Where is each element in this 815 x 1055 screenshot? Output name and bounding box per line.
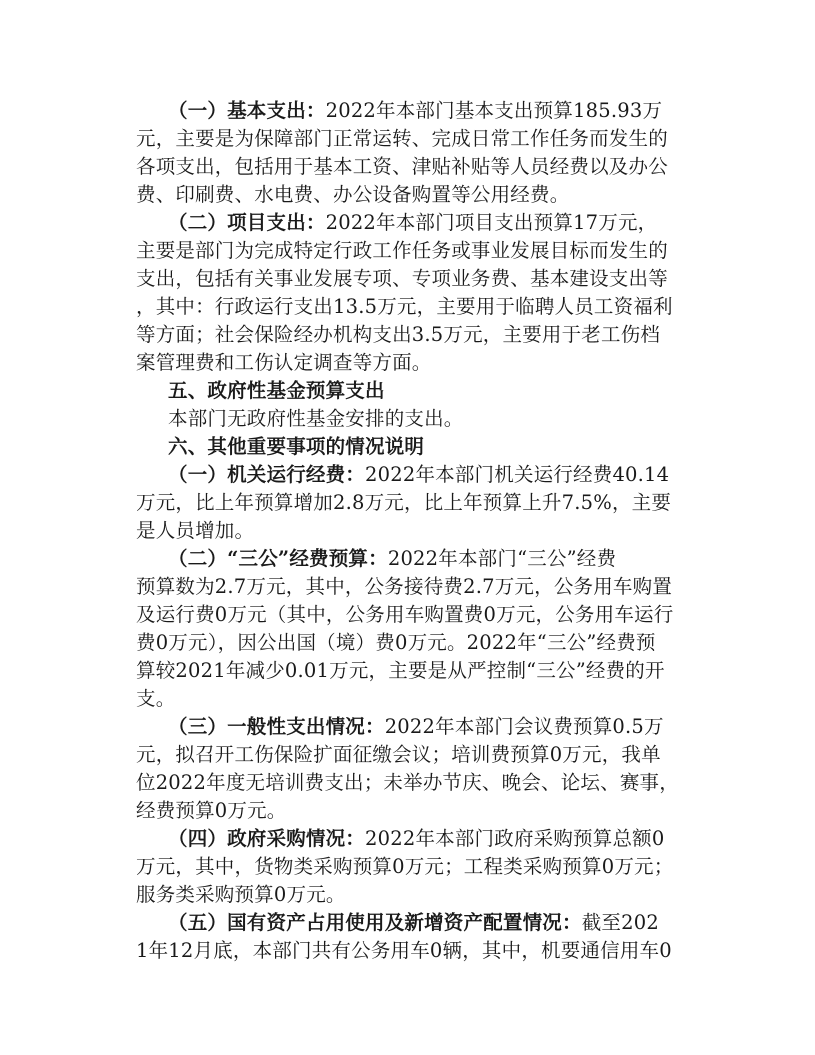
text-run: 2022年本部门项目支出预算17万元， (325, 211, 658, 234)
text-run: 2022年本部门政府采购预算总额0 (365, 827, 665, 850)
section-heading-government-fund: 五、政府性基金预算支出 (168, 379, 385, 402)
paragraph-line (168, 209, 696, 237)
paragraph-line: 支出，包括有关事业发展专项、专项业务费、基本建设支出等 (136, 267, 668, 290)
text-run: 2022年本部门“三公”经费 (387, 547, 617, 570)
paragraph-line (168, 545, 696, 573)
paragraph-line: 万元，其中，货物类采购预算0万元；工程类采购预算0万元； (136, 855, 674, 878)
subheading-general-expenditure: （三）一般性支出情况： (168, 715, 385, 738)
paragraph-line: 元，主要是为保障部门正常运转、完成日常工作任务而发生的 (136, 127, 668, 150)
paragraph-line (168, 461, 696, 489)
section-heading-other-matters: 六、其他重要事项的情况说明 (168, 435, 425, 458)
paragraph-line: 本部门无政府性基金安排的支出。 (168, 407, 464, 430)
paragraph-line: 预算数为2.7万元，其中，公务接待费2.7万元，公务用车购置 (136, 575, 673, 598)
paragraph-line: 案管理费和工伤认定调查等方面。 (136, 351, 432, 374)
paragraph-line: 主要是部门为完成特定行政工作任务或事业发展目标而发生的 (136, 239, 668, 262)
text-run: 2022年本部门会议费预算0.5万 (384, 715, 664, 738)
text-run: 2022年本部门机关运行经费40.14 (365, 463, 670, 486)
paragraph-line: 是人员增加。 (136, 519, 255, 542)
paragraph-line (168, 97, 696, 125)
paragraph-line: 算较2021年减少0.01万元，主要是从严控制“三公”经费的开 (136, 659, 665, 682)
paragraph-line: 支。 (136, 687, 176, 710)
paragraph-line: 费、印刷费、水电费、办公设备购置等公用经费。 (136, 183, 570, 206)
text-run: 截至202 (581, 911, 659, 934)
text-run: 2022年本部门基本支出预算185.93万 (325, 99, 663, 122)
subheading-three-public: （二）“三公”经费预算： (168, 547, 388, 570)
paragraph-line: 费0万元），因公出国（境）费0万元。2022年“三公”经费预 (136, 631, 656, 654)
paragraph-line: 各项支出，包括用于基本工资、津贴补贴等人员经费以及办公 (136, 155, 668, 178)
paragraph-line: 经费预算0万元。 (136, 799, 287, 822)
paragraph-line (168, 909, 696, 937)
subheading-operating-costs: （一）机关运行经费： (168, 463, 366, 486)
subheading-project-expenditure: （二）项目支出： (168, 211, 326, 234)
paragraph-line: ，其中：行政运行支出13.5万元，主要用于临聘人员工资福利 (136, 295, 673, 318)
paragraph-line (168, 825, 696, 853)
paragraph-line: 位2022年度无培训费支出；未举办节庆、晚会、论坛、赛事， (136, 771, 679, 794)
paragraph-line: 等方面；社会保险经办机构支出3.5万元，主要用于老工伤档 (136, 323, 661, 346)
paragraph-line: 元，拟召开工伤保险扩面征缴会议；培训费预算0万元，我单 (136, 743, 661, 766)
paragraph-line: 1年12月底，本部门共有公务用车0辆，其中，机要通信用车0 (136, 939, 672, 962)
paragraph-line: 及运行费0万元（其中，公务用车购置费0万元，公务用车运行 (136, 603, 674, 626)
subheading-procurement: （四）政府采购情况： (168, 827, 366, 850)
paragraph-line: 万元，比上年预算增加2.8万元，比上年预算上升7.5%，主要 (136, 491, 672, 514)
paragraph-line: 服务类采购预算0万元。 (136, 883, 346, 906)
subheading-state-assets: （五）国有资产占用使用及新增资产配置情况： (168, 911, 582, 934)
subheading-basic-expenditure: （一）基本支出： (168, 99, 326, 122)
paragraph-line (168, 713, 696, 741)
